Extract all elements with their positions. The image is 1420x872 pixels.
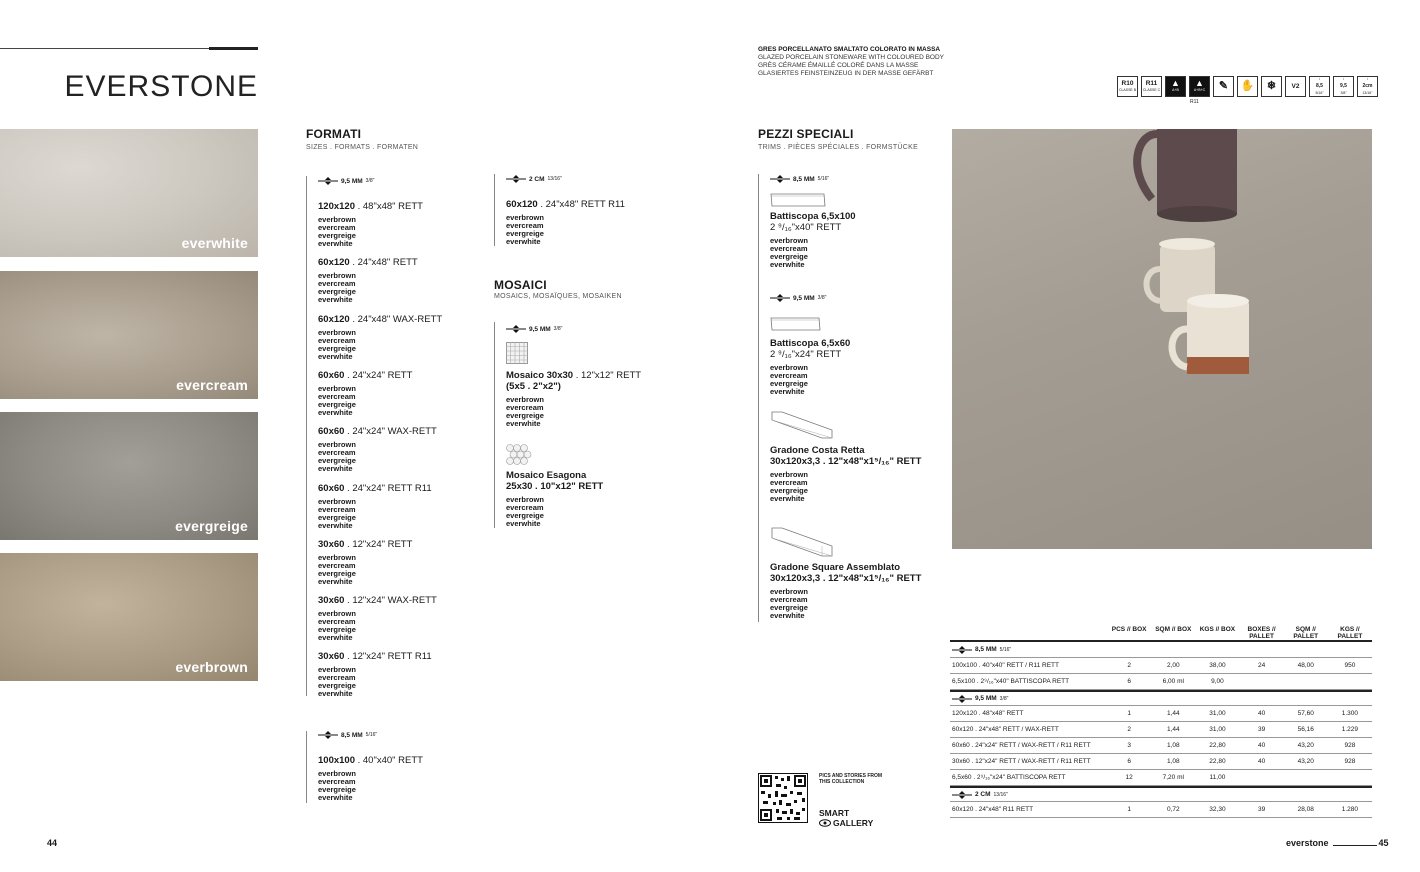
col-header: BOXES // PALLET xyxy=(1247,626,1276,640)
item-size: 120x120 xyxy=(318,201,355,212)
color-list xyxy=(318,770,508,802)
smart-gallery-label[interactable] xyxy=(819,808,873,828)
thickness-value: 9,5 MM xyxy=(341,177,363,185)
thickness-unit: 13/16" xyxy=(547,176,562,182)
desc-line: GRÈS CÉRAME ÉMAILLÉ COLORÉ DANS LA MASSE xyxy=(758,62,919,69)
v2-icon: V2 xyxy=(1285,76,1306,97)
item-name: Battiscopa 6,5x60 xyxy=(770,338,851,349)
color-name: evercream xyxy=(506,503,544,512)
color-name: everbrown xyxy=(318,609,356,619)
mosaici-subtitle: MOSAICS, MOSAÏQUES, MOSAIKEN xyxy=(494,293,622,300)
row-cell: 9,00 xyxy=(1211,678,1224,685)
color-name: everbrown xyxy=(318,665,356,675)
mosaic-item xyxy=(506,370,696,428)
frost-icon: ❄ xyxy=(1261,76,1282,97)
color-list xyxy=(318,441,508,473)
item-size: 60x120 xyxy=(318,257,350,269)
item-desc2: 25x30 . 10"x12" RETT xyxy=(506,481,604,492)
hexagon-mosaic-icon xyxy=(506,444,532,466)
item-desc: . 24"x48" RETT R11 xyxy=(537,199,625,210)
row-cell: 7,20 ml xyxy=(1162,774,1184,781)
divider xyxy=(306,731,307,803)
row-desc: 30x60 . 12"x24" RETT / WAX-RETT / R11 RETT xyxy=(952,758,1091,765)
color-name: evergreige xyxy=(506,411,544,420)
color-name: evergreige xyxy=(318,512,356,522)
item-size: 30x60 xyxy=(318,595,345,607)
color-name: everwhite xyxy=(506,519,541,528)
color-name: everwhite xyxy=(506,237,541,246)
col-header: PCS // BOX xyxy=(1111,626,1147,633)
row-desc: 100x100 . 40"x40" RETT / R11 RETT xyxy=(952,662,1059,669)
item-desc: . 24"x48" RETT xyxy=(349,257,418,269)
row-cell: 40 xyxy=(1257,742,1266,749)
item-size: 60x60 xyxy=(318,426,345,438)
group-label: 8,5 MM xyxy=(975,646,997,653)
thickness-value: 8,5 MM xyxy=(341,731,363,739)
row-cell: 48,00 xyxy=(1297,662,1314,669)
row-cell: 12 xyxy=(1125,774,1133,781)
color-name: evercream xyxy=(318,560,356,570)
item-name: Gradone Costa Retta xyxy=(770,445,865,456)
formati-col1 xyxy=(306,176,506,699)
divider xyxy=(494,322,495,528)
pezzi-title: PEZZI SPECIALI xyxy=(758,127,854,141)
swatch-everwhite xyxy=(0,129,258,257)
thickness-85-icon: ↕ 8,5 5/16" xyxy=(1309,76,1330,97)
item-name: Battiscopa 6,5x100 xyxy=(770,211,856,222)
item-desc: . 24"x24" WAX-RETT xyxy=(344,426,437,438)
color-name: everbrown xyxy=(318,496,356,506)
row-cell: 2,00 xyxy=(1166,662,1180,669)
thickness-label xyxy=(770,175,829,183)
row-cell: 43,20 xyxy=(1297,742,1314,749)
header-spacer xyxy=(950,626,1107,640)
row-desc: 60x120 . 24"x48" R11 RETT xyxy=(952,806,1034,813)
color-name: evergreige xyxy=(506,229,544,238)
formati-title: FORMATI xyxy=(306,127,362,141)
page-number-right xyxy=(1286,838,1389,848)
item-desc: 30x120x3,3 . 12"x48"x1⁵/₁₆" RETT xyxy=(770,456,922,467)
color-list xyxy=(506,496,696,528)
formati-col1b xyxy=(306,731,506,803)
color-name: evergreige xyxy=(318,231,356,240)
color-name: evercream xyxy=(318,391,356,401)
color-name: everwhite xyxy=(506,419,541,428)
format-item xyxy=(506,199,696,246)
group-label: 2 CM xyxy=(975,791,991,798)
color-name: evergreige xyxy=(506,511,544,520)
row-cell: 22,80 xyxy=(1209,758,1226,765)
row-cell: 1.280 xyxy=(1341,806,1359,813)
color-name: everbrown xyxy=(318,440,356,450)
color-name: evercream xyxy=(318,777,356,786)
row-cell: 1,44 xyxy=(1166,710,1180,717)
row-cell: 38,00 xyxy=(1209,662,1226,669)
pezzi-subtitle: TRIMS . PIÈCES SPÉCIALES . FORMSTÜCKE xyxy=(758,144,919,151)
color-list xyxy=(318,666,508,698)
skirting-shape-icon xyxy=(770,192,826,208)
color-list xyxy=(318,385,508,417)
format-item xyxy=(318,314,508,361)
color-name: evergreige xyxy=(318,785,356,794)
color-list xyxy=(318,329,508,361)
item-name: Gradone Square Assemblato xyxy=(770,562,901,573)
trim-item xyxy=(770,338,960,396)
color-name: evergreige xyxy=(318,399,356,409)
row-cell: 6 xyxy=(1127,678,1131,685)
color-name: evergreige xyxy=(318,568,356,578)
color-name: everwhite xyxy=(318,633,353,643)
item-desc: 2 ⁹/₁₆"x40" RETT xyxy=(770,222,842,233)
item-desc: . 12"x24" WAX-RETT xyxy=(344,595,437,607)
row-cell: 57,60 xyxy=(1297,710,1314,717)
spec-icons xyxy=(1117,76,1378,97)
row-cell: 3 xyxy=(1127,742,1131,749)
col-header: SQM // BOX xyxy=(1155,626,1192,633)
item-desc: . 24"x24" RETT R11 xyxy=(344,482,432,494)
row-cell: 6 xyxy=(1127,758,1131,765)
color-name: evercream xyxy=(506,403,544,412)
color-name: evercream xyxy=(318,335,356,345)
table-row xyxy=(950,722,1372,738)
page-rule xyxy=(1333,845,1377,846)
color-name: everwhite xyxy=(318,407,353,417)
desc-line: GLASIERTES FEINSTEINZEUG IN DER MASSE GEFÄRBT xyxy=(758,70,934,77)
swatch-evercream xyxy=(0,271,258,399)
thickness-icon xyxy=(770,294,790,302)
r11-note: R11 xyxy=(1190,99,1199,105)
formati-subtitle: SIZES . FORMATS . FORMATEN xyxy=(306,144,419,151)
trim-item xyxy=(770,445,960,503)
color-name: evercream xyxy=(318,673,356,683)
row-desc: 60x60 . 24"x24" RETT / WAX-RETT / R11 RETT xyxy=(952,742,1091,749)
group-label: 9,5 MM xyxy=(975,695,997,702)
row-cell: 43,20 xyxy=(1297,758,1314,765)
divider xyxy=(494,174,495,246)
item-desc: . 24"x24" RETT xyxy=(344,369,413,381)
row-cell: 32,30 xyxy=(1209,806,1226,813)
row-desc: 60x120 . 24"x48" RETT / WAX-RETT xyxy=(952,726,1059,733)
color-name: everbrown xyxy=(318,271,356,281)
row-cell: 2 xyxy=(1127,726,1131,733)
format-item xyxy=(318,539,508,586)
swatch-everbrown xyxy=(0,553,258,681)
color-list: everbrown evercream evergreige everwhite xyxy=(770,470,808,503)
color-name: everwhite xyxy=(318,351,353,361)
row-desc: 120x120 . 48"x48" RETT xyxy=(952,710,1024,717)
color-name: evercream xyxy=(318,448,356,458)
thickness-label xyxy=(506,175,562,183)
step-shape-icon xyxy=(770,410,834,440)
r11-icon: R11 CLASSE C xyxy=(1141,76,1162,97)
thickness-icon xyxy=(770,175,790,183)
color-name: evercream xyxy=(506,221,544,230)
color-name: everwhite xyxy=(318,793,353,802)
color-name: everwhite xyxy=(318,295,353,305)
table-row xyxy=(950,802,1372,818)
item-size: 60x120 xyxy=(318,313,350,325)
thickness-icon xyxy=(952,695,972,703)
row-desc: 6,5x60 . 2⁹/₁₆"x24" BATTISCOPA RETT xyxy=(952,774,1066,781)
thickness-unit: 3/8" xyxy=(817,295,827,301)
col-header: KGS // BOX xyxy=(1199,626,1236,633)
color-list: everbrown evercream evergreige everwhite xyxy=(770,363,808,396)
thickness-icon xyxy=(506,175,526,183)
mosaic-item xyxy=(506,470,696,528)
row-cell: 1.300 xyxy=(1341,710,1359,717)
item-size: 60x60 xyxy=(318,482,345,494)
color-name: everwhite xyxy=(318,520,353,530)
row-cell: 11,00 xyxy=(1209,774,1226,781)
divider xyxy=(758,174,759,622)
table-group-header xyxy=(950,642,1372,658)
color-list xyxy=(318,216,508,248)
item-size: 30x60 xyxy=(318,538,345,550)
color-list xyxy=(318,272,508,304)
item-desc2: (5x5 . 2"x2") xyxy=(506,381,561,392)
color-list xyxy=(318,554,508,586)
color-name: evergreige xyxy=(318,456,356,466)
color-name: everbrown xyxy=(318,769,356,778)
thickness-icon xyxy=(506,325,526,333)
skirting-shape-icon xyxy=(770,316,822,332)
thickness-2cm-icon: ↕ 2cm 13/16" xyxy=(1357,76,1378,97)
thickness-label xyxy=(506,325,562,333)
page-number-left: 44 xyxy=(47,838,58,848)
group-unit: 13/16" xyxy=(993,791,1008,798)
color-name: everbrown xyxy=(318,552,356,562)
color-name: evergreige xyxy=(318,343,356,353)
row-cell: 1,08 xyxy=(1166,742,1180,749)
format-item xyxy=(318,595,508,642)
square-mosaic-icon xyxy=(506,342,528,364)
row-desc: 6,5x100 . 2⁹/₁₆"x40" BATTISCOPA RETT xyxy=(952,678,1070,685)
swatch-label: evercream xyxy=(176,377,248,393)
thickness-label xyxy=(318,177,374,185)
color-name: everbrown xyxy=(506,213,544,222)
row-cell: 1 xyxy=(1127,710,1131,717)
color-name: evergreige xyxy=(318,681,356,691)
row-cell: 1,44 xyxy=(1166,726,1180,733)
hand-icon: ✋ xyxy=(1237,76,1258,97)
col-header: SQM // PALLET xyxy=(1293,626,1319,640)
table-header xyxy=(950,626,1372,642)
color-name: evergreige xyxy=(318,625,356,635)
format-item xyxy=(318,483,508,530)
item-size: 60x120 xyxy=(506,199,538,210)
row-cell: 39 xyxy=(1257,806,1266,813)
swatch-label: everbrown xyxy=(175,659,248,675)
format-item xyxy=(318,651,508,698)
row-cell: 2 xyxy=(1127,662,1131,669)
thickness-label xyxy=(318,731,377,739)
trim-item xyxy=(770,562,960,620)
group-unit: 3/8" xyxy=(999,695,1009,702)
item-name: Mosaico Esagona xyxy=(506,470,587,481)
thickness-value: 8,5 MM xyxy=(793,175,815,183)
row-cell: 31,00 xyxy=(1209,710,1226,717)
color-name: everbrown xyxy=(318,327,356,337)
row-cell: 24 xyxy=(1257,662,1266,669)
format-item xyxy=(318,257,508,304)
trim-item xyxy=(770,211,960,269)
qr-code[interactable] xyxy=(758,773,808,823)
row-cell: 31,00 xyxy=(1209,726,1226,733)
swatch-evergreige xyxy=(0,412,258,540)
row-cell: 0,72 xyxy=(1166,806,1180,813)
color-name: evercream xyxy=(318,223,356,232)
row-cell: 28,08 xyxy=(1297,806,1314,813)
group-unit: 5/16" xyxy=(999,646,1012,653)
qr-caption: PICS AND STORIES FROM THIS COLLECTION xyxy=(819,773,883,785)
swatch-label: everwhite xyxy=(181,235,248,251)
row-cell: 40 xyxy=(1257,710,1266,717)
color-name: everwhite xyxy=(318,239,353,248)
color-name: everwhite xyxy=(318,689,353,699)
top-rule-accent xyxy=(209,47,258,50)
thickness-unit: 3/8" xyxy=(365,178,375,184)
table-group-header xyxy=(950,786,1372,802)
step-square-shape-icon xyxy=(770,526,834,558)
thickness-icon xyxy=(318,731,338,739)
format-item xyxy=(318,426,508,473)
mugs-illustration xyxy=(952,129,1372,549)
row-cell: 1 xyxy=(1127,806,1131,813)
smart-line: SMART xyxy=(819,808,850,818)
swatch-label: evergreige xyxy=(175,518,248,534)
eye-icon xyxy=(819,819,831,827)
item-desc: 30x120x3,3 . 12"x48"x1⁵/₁₆" RETT xyxy=(770,573,922,584)
table-row xyxy=(950,770,1372,786)
color-name: evercream xyxy=(318,617,356,627)
item-name: Mosaico 30x30 xyxy=(506,370,574,381)
page-number: 45 xyxy=(1378,838,1389,848)
row-cell: 1.229 xyxy=(1341,726,1359,733)
formati-col2 xyxy=(494,174,694,246)
collection-title: EVERSTONE xyxy=(64,70,258,103)
thickness-icon xyxy=(952,646,972,654)
thickness-value: 9,5 MM xyxy=(793,294,815,302)
row-cell: 1,08 xyxy=(1166,758,1180,765)
color-list xyxy=(318,610,508,642)
item-desc: 2 ⁹/₁₆"x24" RETT xyxy=(770,349,842,360)
row-cell: 6,00 ml xyxy=(1162,678,1184,685)
item-desc: . 12"x24" RETT R11 xyxy=(344,651,432,663)
table-row xyxy=(950,754,1372,770)
color-list xyxy=(506,396,696,428)
table-group-header xyxy=(950,690,1372,706)
desc-line: GLAZED PORCELAIN STONEWARE WITH COLOURED BODY xyxy=(758,54,944,61)
pezzi-column xyxy=(758,174,948,622)
item-desc: . 12"x12" RETT xyxy=(573,370,642,381)
qr-code-icon xyxy=(759,774,807,822)
table-row xyxy=(950,658,1372,674)
thickness-95-icon: ↕ 9,5 3/8" xyxy=(1333,76,1354,97)
ambient-photo xyxy=(952,129,1372,549)
item-size: 60x60 xyxy=(318,369,345,381)
mosaici-column xyxy=(494,322,694,528)
color-list xyxy=(318,498,508,530)
row-cell: 928 xyxy=(1344,758,1356,765)
item-desc: . 40"x40" RETT xyxy=(354,755,423,766)
color-name: everbrown xyxy=(318,383,356,393)
material-description xyxy=(758,46,944,78)
color-name: everwhite xyxy=(318,576,353,586)
table-row xyxy=(950,674,1372,690)
format-item xyxy=(318,370,508,417)
thickness-unit: 3/8" xyxy=(553,326,563,332)
format-item xyxy=(318,755,508,802)
color-name: everbrown xyxy=(506,495,544,504)
color-list xyxy=(506,214,696,246)
stain-icon: ✎ xyxy=(1213,76,1234,97)
color-name: evercream xyxy=(318,504,356,514)
row-cell: 56,16 xyxy=(1297,726,1314,733)
thickness-value: 2 CM xyxy=(529,175,545,183)
row-cell: 22,80 xyxy=(1209,742,1226,749)
thickness-value: 9,5 MM xyxy=(529,325,551,333)
divider xyxy=(306,176,307,696)
color-name: evercream xyxy=(318,279,356,289)
color-list: everbrown evercream evergreige everwhite xyxy=(770,587,808,620)
a-b-c-icon: ▲ A+B+C xyxy=(1189,76,1210,97)
color-name: evergreige xyxy=(318,287,356,297)
gallery-line: GALLERY xyxy=(819,818,873,828)
color-name: everbrown xyxy=(506,395,544,404)
row-cell: 928 xyxy=(1344,742,1356,749)
thickness-unit: 5/16" xyxy=(817,176,830,182)
a-b-icon: ▲ A+B xyxy=(1165,76,1186,97)
table-row xyxy=(950,738,1372,754)
desc-line: GRES PORCELLANATO SMALTATO COLORATO IN MASSA xyxy=(758,46,941,53)
col-header: KGS // PALLET xyxy=(1337,626,1363,640)
item-desc: . 48"x48" RETT xyxy=(354,201,423,212)
format-item xyxy=(318,201,508,248)
row-cell: 39 xyxy=(1257,726,1266,733)
row-cell: 40 xyxy=(1257,758,1266,765)
item-desc: . 12"x24" RETT xyxy=(344,538,413,550)
thickness-label xyxy=(770,294,826,302)
thickness-icon xyxy=(952,791,972,799)
page-label: everstone xyxy=(1286,838,1329,848)
packaging-table xyxy=(950,626,1372,818)
item-desc: . 24"x48" WAX-RETT xyxy=(349,313,443,325)
r10-icon: R10 CLASSE B xyxy=(1117,76,1138,97)
row-cell: 950 xyxy=(1344,662,1356,669)
table-row xyxy=(950,706,1372,722)
color-name: everwhite xyxy=(318,464,353,474)
color-name: everbrown xyxy=(318,215,356,224)
thickness-unit: 5/16" xyxy=(365,732,378,738)
thickness-icon xyxy=(318,177,338,185)
item-size: 100x100 xyxy=(318,755,355,766)
item-size: 30x60 xyxy=(318,651,345,663)
mosaici-title: MOSAICI xyxy=(494,278,547,292)
color-list: everbrown evercream evergreige everwhite xyxy=(770,236,808,269)
